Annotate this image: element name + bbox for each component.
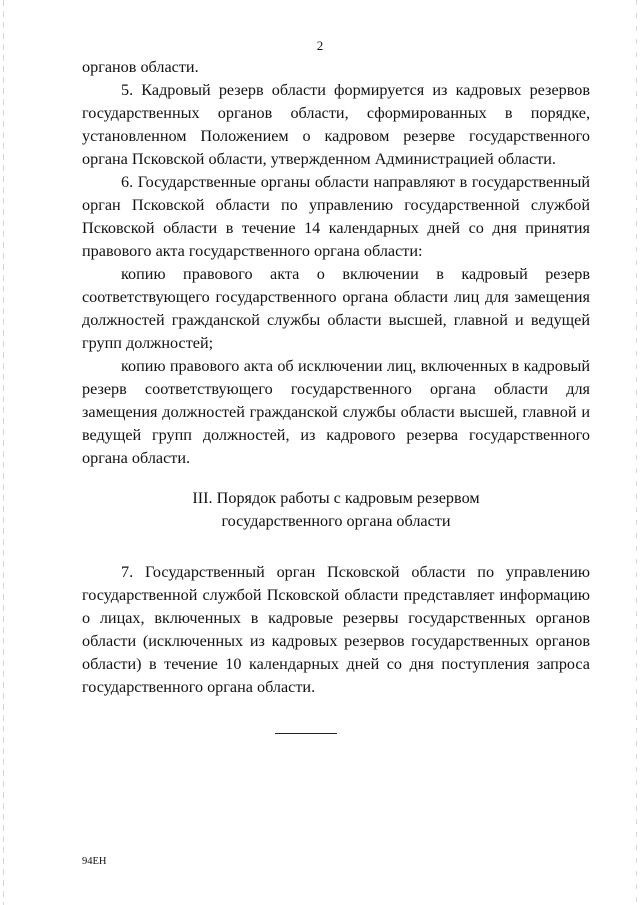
scan-edge-left (3, 0, 4, 905)
paragraph-exclusion-copy: копию правового акта об исключении лиц, включенных в кадровый резерв соответствующего государственного органа области для замещения должностей гражданской службы области высшей, главной и ведущей групп должностей, из кадрового резерва государственного органа области. (82, 357, 590, 467)
paragraph-continuation: органов области. (82, 58, 199, 76)
paragraph-item-7: 7. Государственный орган Псковской области по управлению государственной службой Псковской области представляет информацию о лицах, включенных в кадровые резервы государственных органов области (исключенных из кадровых резервов государственных органов области) в течение 10 календарных дней со дня поступления запроса государственного органа области. (82, 563, 590, 696)
scan-edge-right (636, 0, 637, 905)
body-text (82, 56, 590, 470)
section-heading (82, 487, 590, 533)
paragraph-item-5: 5. Кадровый резерв области формируется из кадровых резервов государственных органов области, сформированных в порядке, установленном Положением о кадровом резерве государственного органа Псковской области, утвержденном Администрацией области. (82, 81, 590, 168)
paragraph-inclusion-copy: копию правового акта о включении в кадровый резерв соответствующего государственного органа области лиц для замещения должностей гражданской службы области высшей, главной и ведущей групп должностей; (82, 265, 590, 352)
paragraph-item-6: 6. Государственные органы области направляют в государственный орган Псковской области по управлению государственной службой Псковской области в течение 14 календарных дней со дня принятия правового акта государственного органа области: (82, 173, 590, 260)
section-body (82, 561, 590, 699)
page-number: 2 (316, 38, 324, 53)
section-heading-line-2: государственного органа области (221, 512, 451, 530)
footer-code: 94ЕН (82, 856, 107, 867)
end-divider (275, 733, 337, 734)
section-heading-line-1: III. Порядок работы с кадровым резервом (192, 489, 480, 507)
